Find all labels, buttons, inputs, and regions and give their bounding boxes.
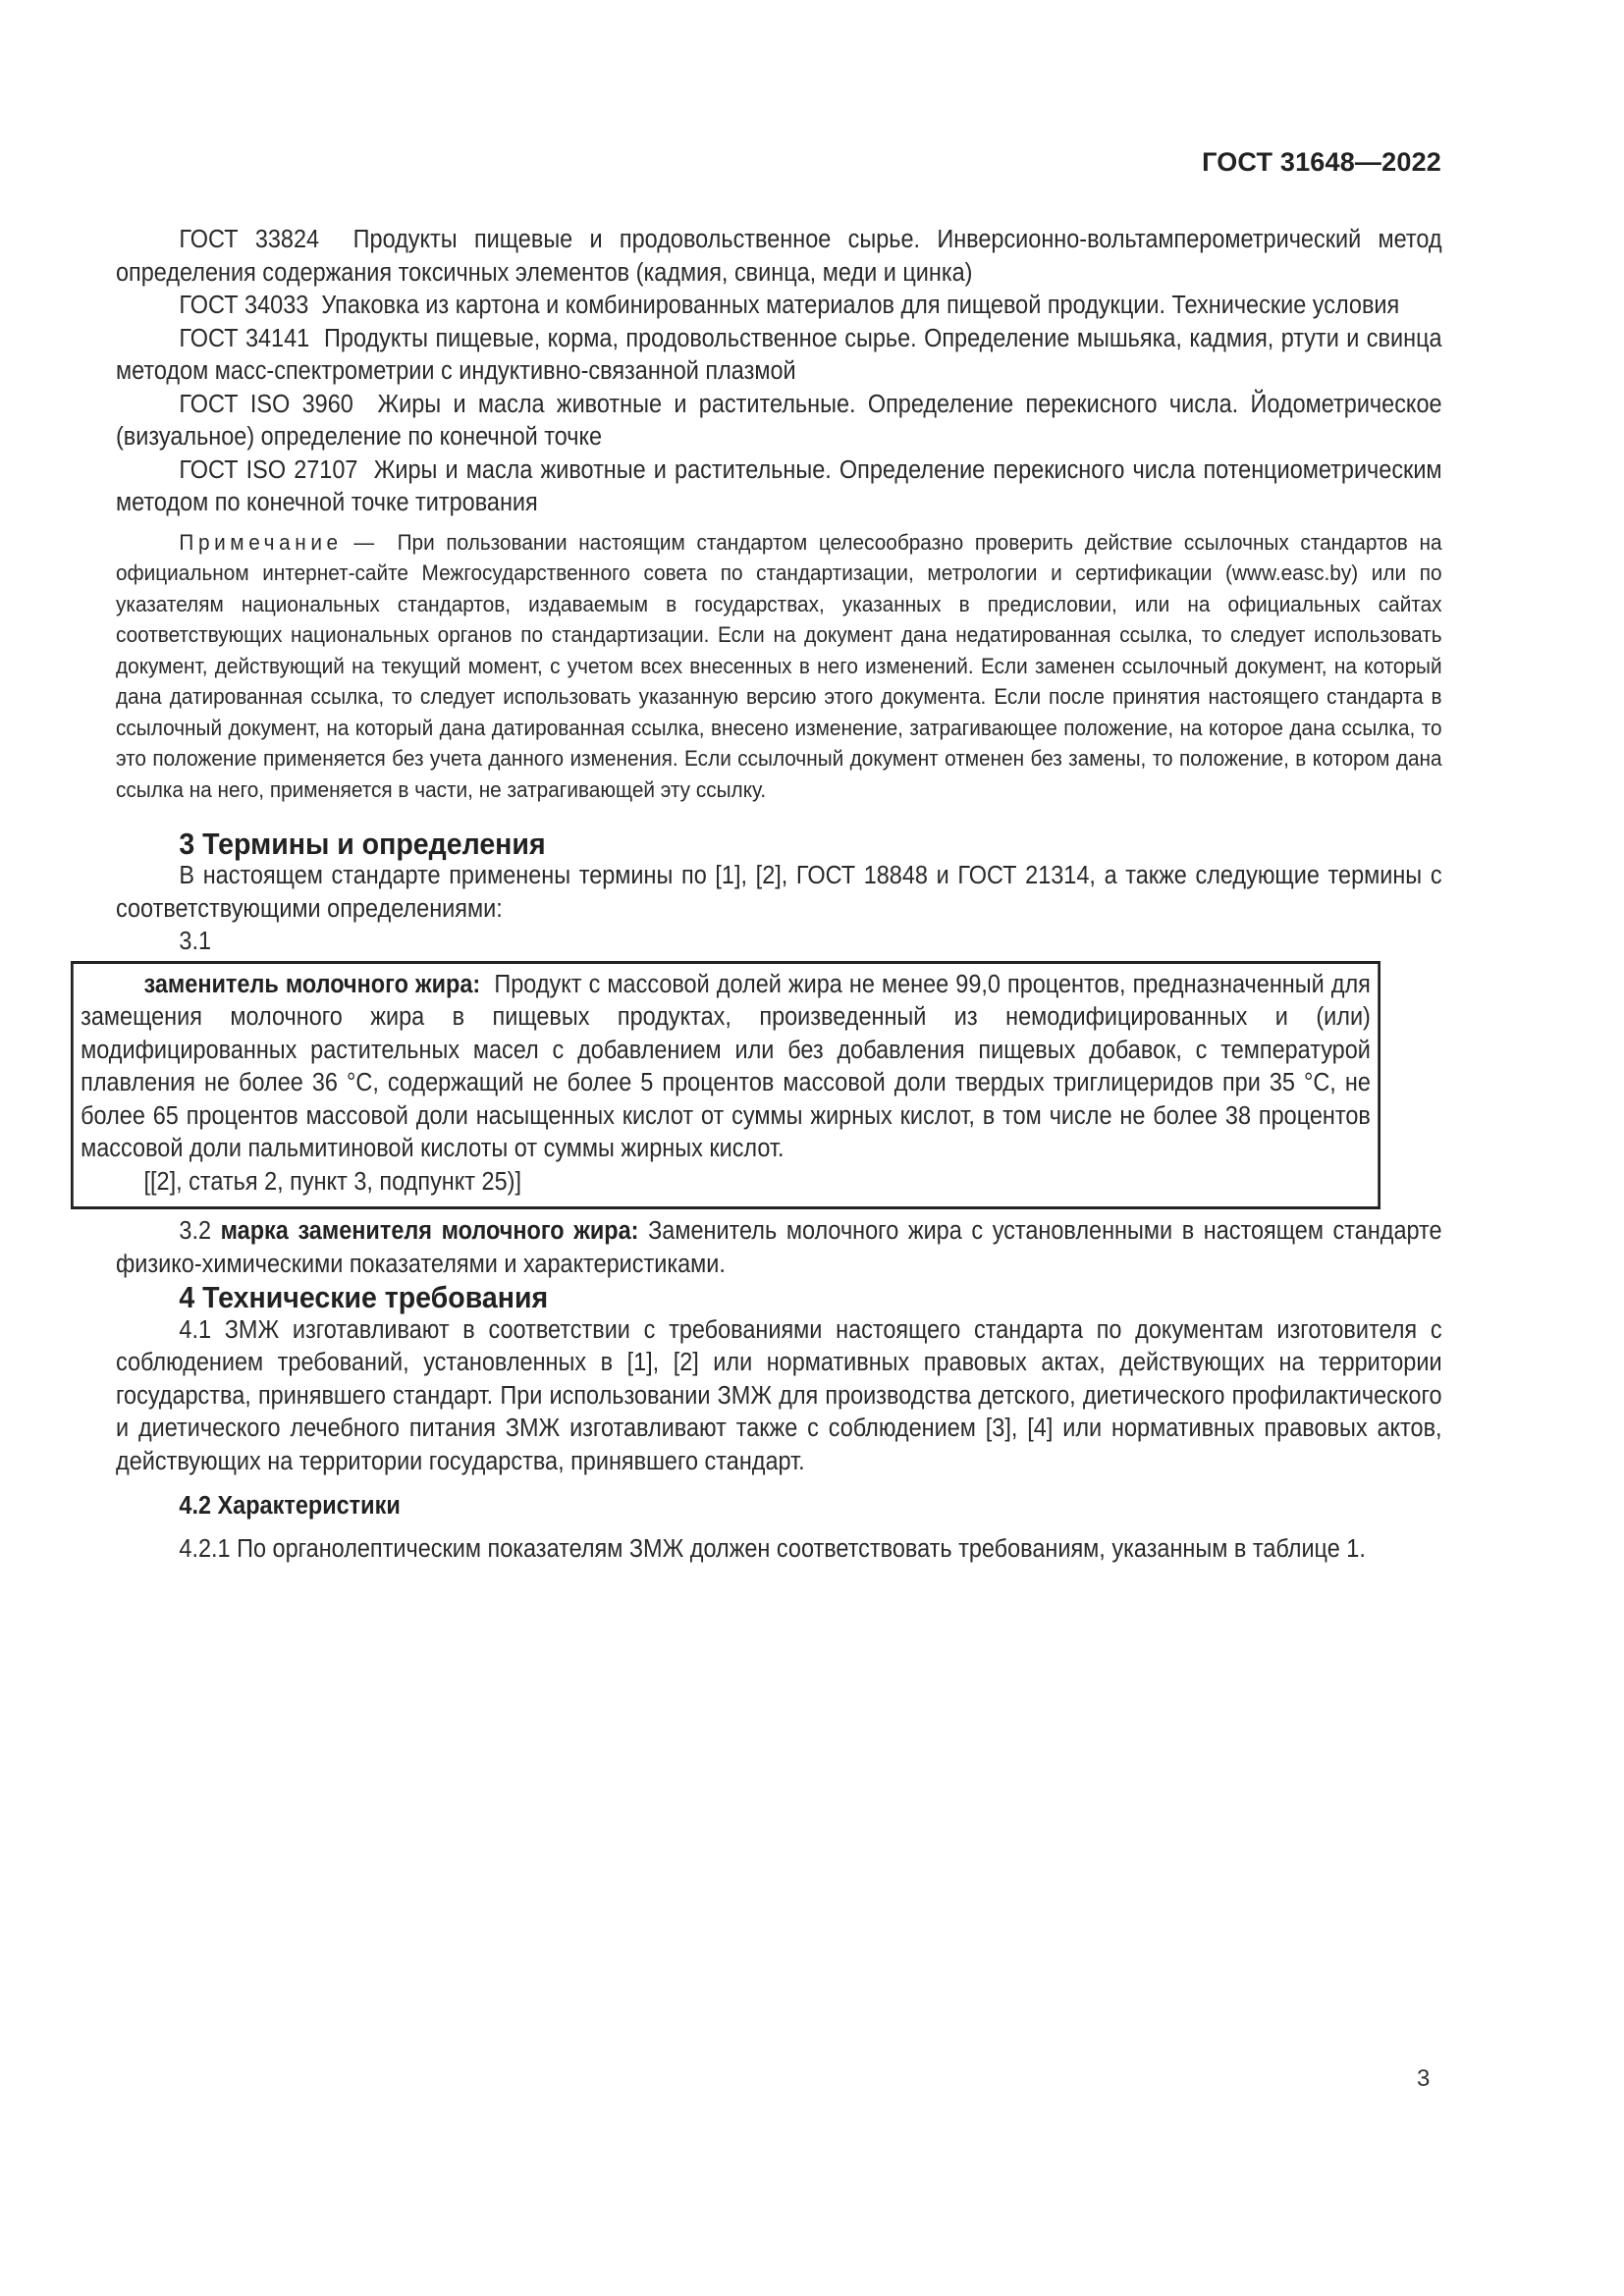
document-code-header: ГОСТ 31648—2022 xyxy=(1202,147,1441,177)
reference-title: Продукты пищевые, корма, продовольственное сырье. Определение мышьяка, кадмия, ртути и свинца методом масс-спектрометрии с индуктивно-связанной плазмой xyxy=(116,324,1442,385)
reference-title: Продукты пищевые и продовольственное сырье. Инверсионно-вольтамперометрический метод определения содержания токсичных элементов (кадмия, свинца, меди и цинка) xyxy=(116,226,1442,287)
reference-code: ГОСТ 34033 xyxy=(179,292,309,319)
term-3-1-source: [[2], статья 2, пункт 3, подпункт 25)] xyxy=(143,1167,521,1196)
term-3-1-label: заменитель молочного жира: xyxy=(143,970,481,998)
page-content xyxy=(81,224,1442,1566)
section-4-heading: 4 Технические требования xyxy=(179,1280,549,1315)
reference-code: ГОСТ ISO 27107 xyxy=(179,455,358,484)
reference-item xyxy=(116,323,1442,389)
note-text: При пользовании настоящим стандартом целесообразно проверить действие ссылочных стандартов на официальном интернет-сайте Межгосударственного совета по стандартизации, метрологии и сертификации (www.easc.by) или по указателям национальных стандартов, издаваемым в государствах, указанных в предисловии, или на официальных сайтах соответствующих национальных органов по стандартизации. Если на документ дана недатированная ссылка, то следует использовать документ, действующий на текущий момент, с учетом всех внесенных в него изменений. Если заменен ссылочный документ, на который дана датированная ссылка, то следует использовать указанную версию этого документа. Если после принятия настоящего стандарта в ссылочный документ, на который дана датированная ссылка, внесено изменение, затрагивающее положение, на которое дана ссылка, то это положение применяется без учета данного изменения. Если ссылочный документ отменен без замены, то положение, в котором дана ссылка на него, применяется в части, не затрагивающей эту ссылку. xyxy=(116,529,1442,802)
definition-box xyxy=(71,961,1380,1210)
section-3-intro: В настоящем стандарте применены термины по [1], [2], ГОСТ 18848 и ГОСТ 21314, а также следующие термины с соответствующими определениями: xyxy=(116,862,1442,923)
term-3-2-text: Заменитель молочного жира с установленными в настоящем стандарте физико-химическими показателями и характеристиками. xyxy=(116,1217,1442,1278)
references-list xyxy=(116,224,1442,520)
paragraph-4-1: 4.1 ЗМЖ изготавливают в соответствии с требованиями настоящего стандарта по документам изготовителя с соблюдением требований, установленных в [1], [2] или нормативных правовых актах, действующих на территории государства, принявшего стандарт. При использовании ЗМЖ для производства детского, диетического профилактического и диетического лечебного питания ЗМЖ изготавливают также с соблюдением [3], [4] или нормативных правовых актов, действующих на территории государства, принявшего стандарт. xyxy=(116,1315,1442,1475)
reference-title: Жиры и масла животные и растительные. Определение перекисного числа. Йодометрическое (визуальное) определение по конечной точке xyxy=(116,390,1442,451)
section-3-heading: 3 Термины и определения xyxy=(179,826,546,861)
page-number: 3 xyxy=(1417,2065,1431,2092)
note-dash: — xyxy=(353,529,375,555)
term-3-2-label: марка заменителя молочного жира: xyxy=(220,1217,639,1246)
term-3-1-definition xyxy=(81,969,1371,1166)
term-3-2-number: 3.2 xyxy=(179,1217,212,1246)
subsection-4-2-heading: 4.2 Характеристики xyxy=(179,1492,401,1521)
note-label: Примечание xyxy=(179,529,343,555)
reference-code: ГОСТ 33824 xyxy=(179,226,320,253)
reference-title: Жиры и масла животные и растительные. Определение перекисного числа потенциометрическим методом по конечной точке титрования xyxy=(116,455,1442,516)
note-paragraph xyxy=(116,527,1442,806)
term-3-2 xyxy=(116,1215,1442,1281)
term-3-1-text: Продукт с массовой долей жира не менее 99,0 процентов, предназначенный для замещения молочного жира в пищевых продуктах, произведенный из немодифицированных и (или) модифицированных растительных масел с добавлением или без добавления пищевых добавок, с температурой плавления не более 36 °С, содержащий не более 5 процентов массовой доли твердых триглицеридов при 35 °С, не более 65 процентов массовой доли насыщенных кислот от суммы жирных кислот, в том числе не более 38 процентов массовой доли пальмитиновой кислоты от суммы жирных кислот. xyxy=(81,970,1371,1163)
reference-item xyxy=(116,290,1442,323)
paragraph-4-2-1: 4.2.1 По органолептическим показателям ЗМЖ должен соответствовать требованиям, указанным в таблице 1. xyxy=(179,1534,1366,1563)
reference-code: ГОСТ ISO 3960 xyxy=(179,390,353,418)
reference-item xyxy=(116,454,1442,520)
reference-code: ГОСТ 34141 xyxy=(179,324,310,352)
reference-item xyxy=(116,389,1442,454)
term-3-1-number: 3.1 xyxy=(179,928,212,956)
reference-item xyxy=(116,224,1442,290)
reference-title: Упаковка из картона и комбинированных материалов для пищевой продукции. Технические условия xyxy=(321,292,1400,319)
